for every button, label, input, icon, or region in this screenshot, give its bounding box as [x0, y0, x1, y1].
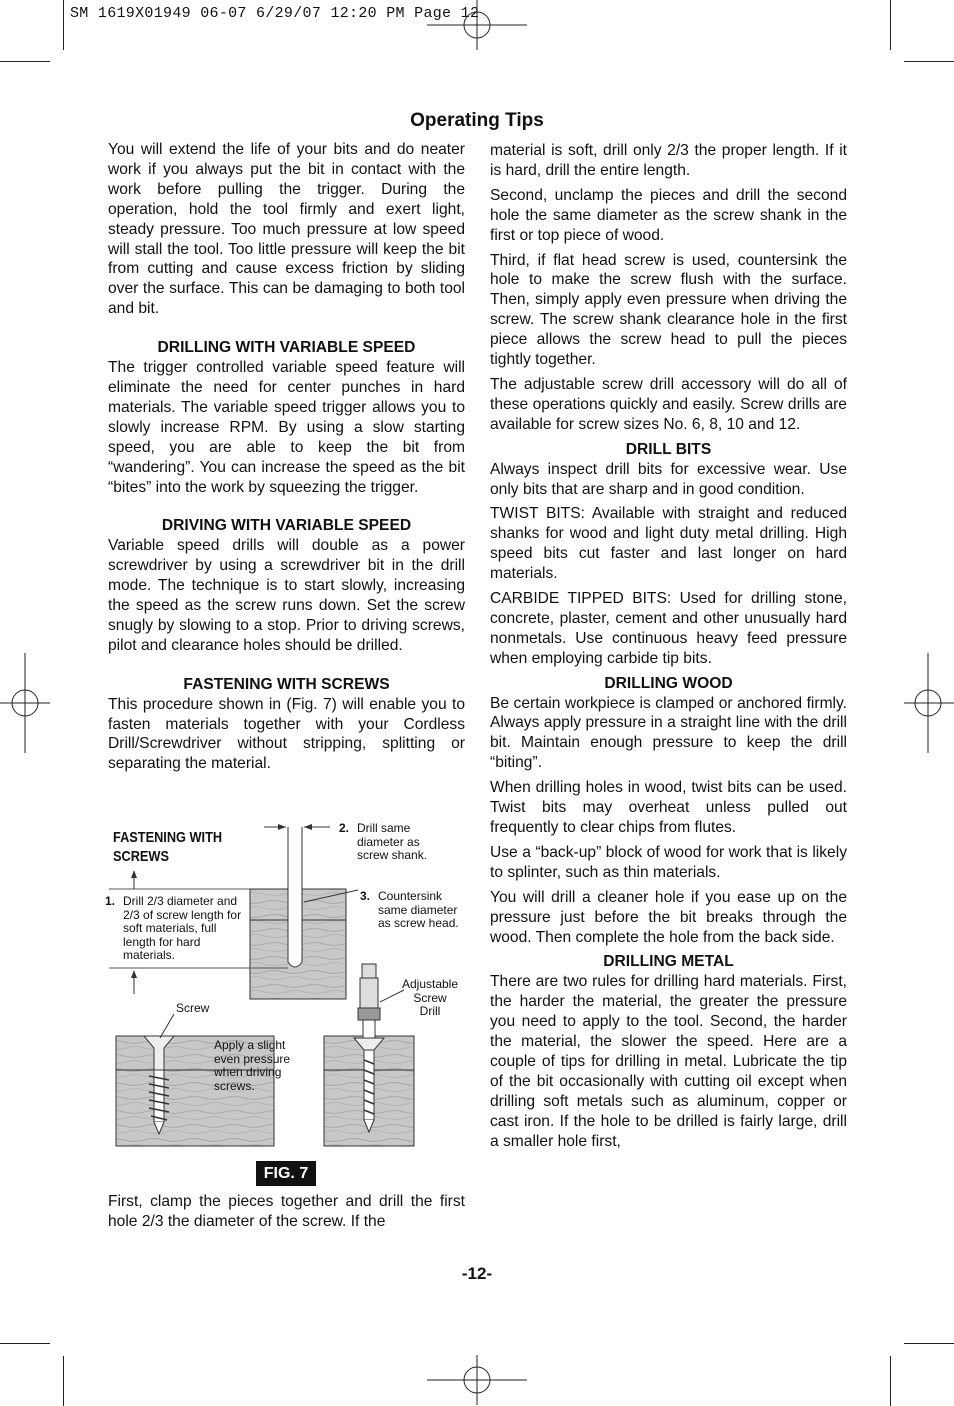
label-1-number: 1. — [105, 894, 116, 908]
figure-heading: FASTENING WITH SCREWS — [113, 829, 223, 865]
right-column — [490, 141, 847, 1157]
label-2-text: Drill same diameter as screw shank. — [357, 821, 428, 862]
figure-badge: FIG. 7 — [256, 1161, 316, 1186]
figure-7 — [104, 814, 472, 1192]
right-paragraph-1: material is soft, drill only 2/3 the proper length. If it is hard, drill the entire length. — [490, 142, 847, 179]
metal-paragraph-1: There are two rules for drilling hard materials. First, the harder the material, the greater the pressure you need to apply to the tool. Second, the harder the material, the slower the speed. Here are a couple of tips for drilling in metal. Lubricate the tip of the bit occasionally with cutting oil except when drilling soft metals such as aluminum, copper or cast iron. If the hole to be drilled is fairly large, drill a smaller hole first, — [490, 973, 847, 1150]
apply-pressure-label: Apply a slight even pressure when driving screws. — [214, 1038, 291, 1093]
drilling-variable-speed-text: The trigger controlled variable speed feature will eliminate the need for center punches in hard materials. The variable speed trigger allows you to slowly increase RPM. By using a slow starting speed, you are able to keep the bit from “wandering”. You can increase the speed as the bit “bites” into the work by squeezing the trigger. — [108, 359, 465, 496]
drilling-wood-heading: DRILLING WOOD — [604, 674, 733, 692]
fastening-screws-text: This procedure shown in (Fig. 7) will enable you to fasten materials together with your Cordless Drill/Screwdriver without stripping, splitting or separating the material. — [108, 695, 465, 773]
screw-label: Screw — [176, 1001, 210, 1015]
print-slug: SM 1619X01949 06-07 6/29/07 12:20 PM Page 12 — [70, 5, 480, 22]
drill-bits-heading: DRILL BITS — [625, 440, 712, 458]
page-number: -12- — [461, 1264, 493, 1283]
driving-variable-speed-heading: DRIVING WITH VARIABLE SPEED — [161, 517, 412, 535]
label-2-number: 2. — [339, 821, 350, 835]
wood-paragraph-4: You will drill a cleaner hole if you ease up on the pressure just before the bit breaks through the wood. Then complete the hole from the back side. — [490, 888, 847, 946]
drill-bits-paragraph-2: TWIST BITS: Available with straight and reduced shanks for wood and light duty metal drilling. High speed bits cut faster and last longer on hard materials. — [490, 505, 847, 583]
wood-paragraph-2: When drilling holes in wood, twist bits can be used. Twist bits may overheat unless pulled out frequently to clear chips from flutes. — [490, 779, 847, 836]
after-figure-text: First, clamp the pieces together and drill the first hole 2/3 the diameter of the screw. If the — [108, 1193, 465, 1230]
wood-paragraph-3: Use a “back-up” block of wood for work that is likely to splinter, such as thin materials. — [490, 843, 847, 881]
label-1-text: Drill 2/3 diameter and 2/3 of screw length for soft materials, full length for hard materials. — [123, 894, 242, 962]
drilling-metal-heading: DRILLING METAL — [603, 953, 734, 971]
right-paragraph-4: The adjustable screw drill accessory will do all of these operations quickly and easily. Screw drills are available for screw sizes No. 6, 8, 10 and 12. — [490, 375, 847, 433]
label-3-number: 3. — [360, 889, 371, 903]
intro-paragraph: You will extend the life of your bits and do neater work if you always put the bit in contact with the work before pulling the trigger. During the operation, hold the tool firmly and exert light, steady pressure. Too much pressure at low speed will stall the tool. Too little pressure will keep the bit from cutting and cause excess friction by sliding over the surface. This can be damaging to both tool and bit. — [108, 141, 465, 318]
label-3-text: Countersink same diameter as screw head. — [378, 889, 459, 930]
drilling-variable-speed-heading: DRILLING WITH VARIABLE SPEED — [157, 339, 416, 357]
wood-paragraph-1: Be certain workpiece is clamped or anchored firmly. Always apply pressure in a straight line with the drill bit. Maintain enough pressure to keep the drill “biting”. — [490, 694, 847, 772]
drill-bits-paragraph-3: CARBIDE TIPPED BITS: Used for drilling stone, concrete, plaster, cement and other unusually hard nonmetals. Use continuous heavy feed pressure when employing carbide tip bits. — [490, 590, 847, 667]
right-paragraph-2: Second, unclamp the pieces and drill the second hole the same diameter as the screw shank in the first or top piece of wood. — [490, 186, 847, 244]
page-title: Operating Tips — [410, 110, 544, 131]
driving-variable-speed-text: Variable speed drills will double as a power screwdriver by using a screwdriver bit in the drill mode. The technique is to start slowly, increasing the speed as the screw runs down. Set the screw snugly by slowing to a stop. Prior to driving screws, pilot and clearance holes should be drilled. — [108, 537, 465, 654]
adjustable-screw-drill-label: Adjustable Screw Drill — [401, 977, 459, 1018]
fastening-screws-heading: FASTENING WITH SCREWS — [183, 675, 390, 693]
drill-bits-paragraph-1: Always inspect drill bits for excessive wear. Use only bits that are sharp and in good condition. — [490, 460, 847, 498]
right-paragraph-3: Third, if flat head screw is used, countersink the hole to make the screw flush with the surface. Then, simply apply even pressure when driving the screw. The screw shank clearance hole in the first piece allows the screw head to pull the pieces tightly together. — [490, 251, 847, 369]
left-column — [108, 140, 465, 779]
